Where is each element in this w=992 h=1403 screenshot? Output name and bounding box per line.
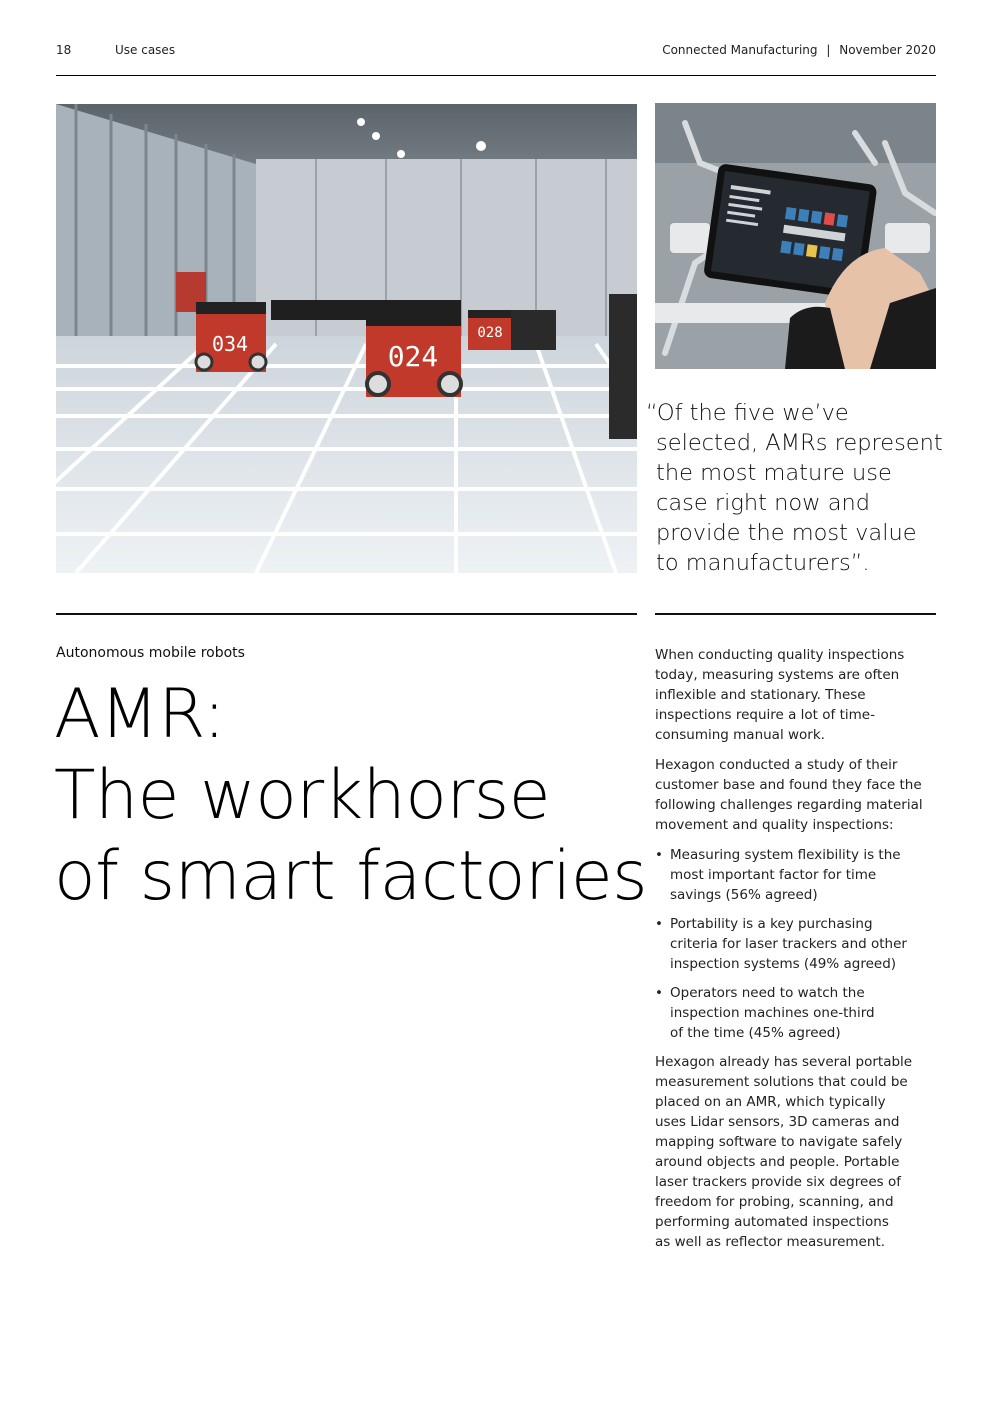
quote-line: the most mature use xyxy=(656,460,892,486)
warehouse-robots-photo xyxy=(56,104,637,573)
body-line: today, measuring systems are often xyxy=(655,667,900,683)
robot-label-024: 024 xyxy=(387,340,439,373)
quote-line: provide the most value xyxy=(656,520,917,546)
robot-label-028: 028 xyxy=(477,325,503,341)
quote-line: “Of the five we’ve xyxy=(646,400,849,426)
body-paragraph-1 xyxy=(655,645,936,745)
bullet-line: inspection systems (49% agreed) xyxy=(670,956,897,972)
section-rule-right xyxy=(655,613,936,615)
bullet-line: inspection machines one-third xyxy=(670,1005,875,1021)
body-line: around objects and people. Portable xyxy=(655,1154,900,1170)
body-line: placed on an AMR, which typically xyxy=(655,1094,886,1110)
robot-label-034: 034 xyxy=(211,332,249,356)
body-line: Hexagon conducted a study of their xyxy=(655,757,898,773)
body-line: performing automated inspections xyxy=(655,1214,889,1230)
body-line: customer base and found they face the xyxy=(655,777,922,793)
body-line: movement and quality inspections: xyxy=(655,817,894,833)
header-rule xyxy=(56,75,936,76)
section-label: Use cases xyxy=(115,43,176,57)
pull-quote xyxy=(646,398,943,578)
article-headline xyxy=(54,674,647,917)
bullet-line: savings (56% agreed) xyxy=(670,887,818,903)
body-line: Hexagon already has several portable xyxy=(655,1054,913,1070)
section-rule-left xyxy=(56,613,637,615)
bullet-line: criteria for laser trackers and other xyxy=(670,936,907,952)
body-line: When conducting quality inspections xyxy=(655,647,905,663)
body-line: following challenges regarding material xyxy=(655,797,923,813)
publication-info xyxy=(662,43,936,57)
quote-line: selected, AMRs represent xyxy=(656,430,943,456)
body-line: laser trackers provide six degrees of xyxy=(655,1174,901,1190)
body-line: freedom for probing, scanning, and xyxy=(655,1194,894,1210)
bullet-line: • Measuring system flexibility is the xyxy=(670,847,901,863)
headline-line: of smart factories xyxy=(54,837,648,916)
publication-title: Connected Manufacturing xyxy=(662,43,818,57)
body-line: mapping software to navigate safely xyxy=(655,1134,903,1150)
factory-tablet-photo xyxy=(655,103,936,369)
challenge-bullet xyxy=(655,914,936,974)
body-paragraph-2 xyxy=(655,755,936,835)
article-body xyxy=(655,645,936,1262)
headline-line: AMR: xyxy=(54,675,226,754)
bullet-line: most important factor for time xyxy=(670,867,877,883)
publication-date: November 2020 xyxy=(839,43,936,57)
header-separator: | xyxy=(826,43,831,57)
page-number: 18 xyxy=(56,43,72,57)
body-line: consuming manual work. xyxy=(655,727,825,743)
quote-line: to manufacturers”. xyxy=(656,550,870,576)
body-line: inspections require a lot of time- xyxy=(655,707,875,723)
body-line: inflexible and stationary. These xyxy=(655,687,866,703)
challenge-list xyxy=(655,845,936,1043)
bullet-line: • Operators need to watch the xyxy=(670,985,865,1001)
body-line: as well as reflector measurement. xyxy=(655,1234,885,1250)
body-line: uses Lidar sensors, 3D cameras and xyxy=(655,1114,900,1130)
challenge-bullet xyxy=(655,845,936,905)
challenge-bullet xyxy=(655,983,936,1043)
bullet-line: of the time (45% agreed) xyxy=(670,1025,841,1041)
article-kicker: Autonomous mobile robots xyxy=(56,645,245,661)
body-paragraph-3 xyxy=(655,1052,936,1252)
quote-line: case right now and xyxy=(656,490,871,516)
headline-line: The workhorse xyxy=(54,756,551,835)
body-line: measurement solutions that could be xyxy=(655,1074,908,1090)
bullet-line: • Portability is a key purchasing xyxy=(670,916,873,932)
